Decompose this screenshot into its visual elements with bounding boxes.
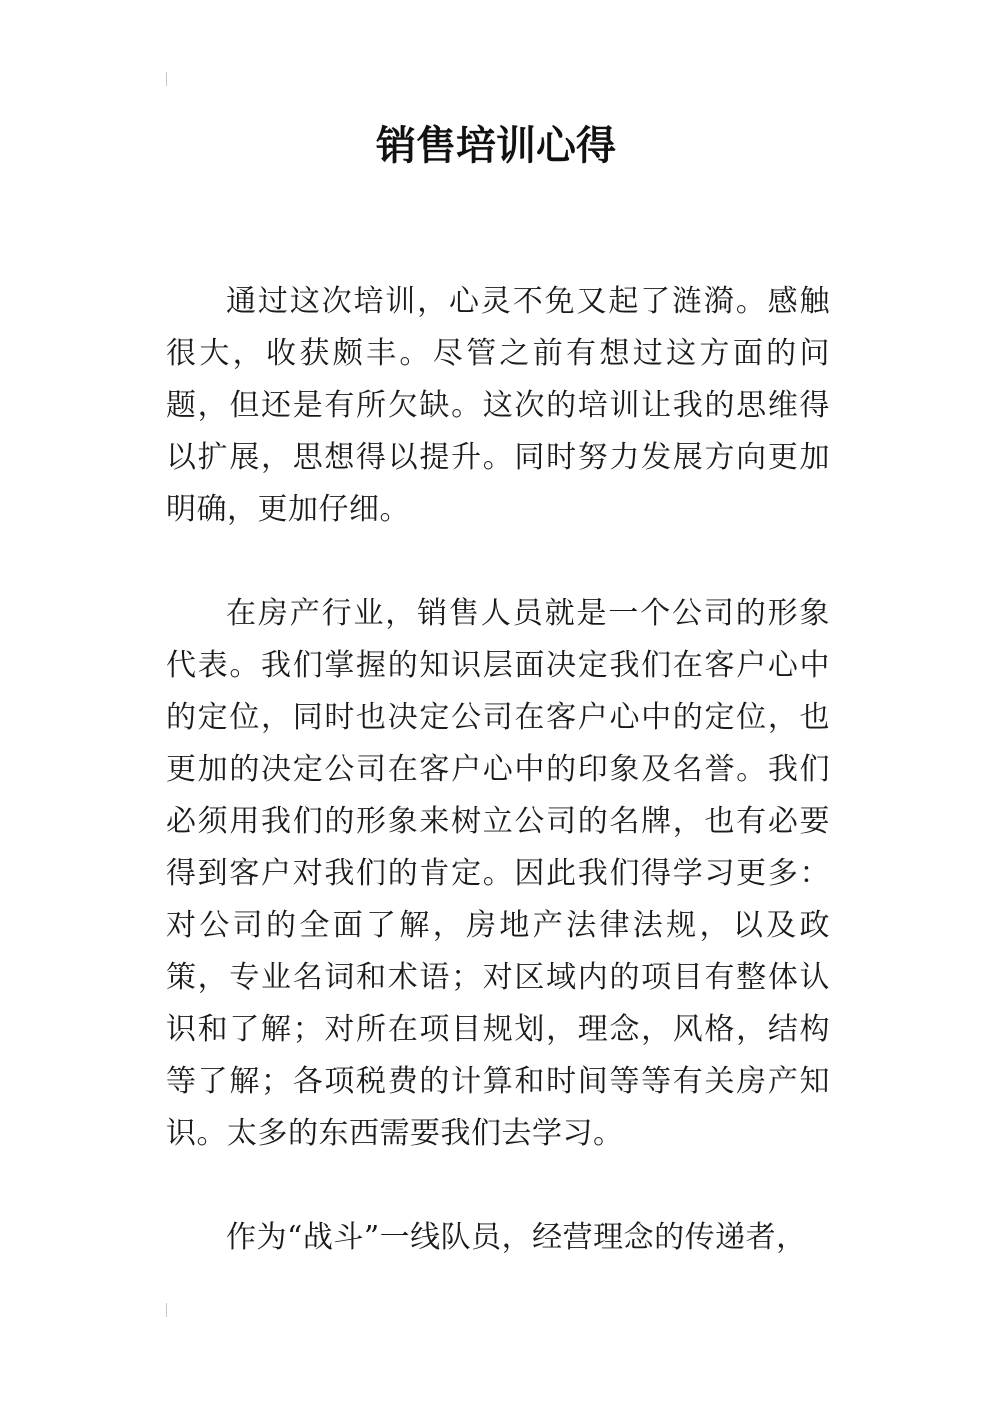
page-corner-mark-top (166, 72, 167, 86)
paragraph-1: 通过这次培训，心灵不免又起了涟漪。感触很大，收获颇丰。尽管之前有想过这方面的问题，但还是有所欠缺。这次的培训让我的思维得以扩展，思想得以提升。同时努力发展方向更加明确，更加仔细。 (166, 284, 830, 527)
document-title: 销售培训心得 (376, 123, 616, 169)
paragraph-3: 作为“战斗”一线队员，经营理念的传递者， (226, 1220, 807, 1255)
page-corner-mark-bottom (166, 1303, 167, 1317)
paragraph-2: 在房产行业，销售人员就是一个公司的形象代表。我们掌握的知识层面决定我们在客户心中的定位，同时也决定公司在客户心中的定位，也更加的决定公司在客户心中的印象及名誉。我们必须用我们的形象来树立公司的名牌，也有必要得到客户对我们的肯定。因此我们得学习更多：对公司的全面了解，房地产法律法规，以及政策，专业名词和术语；对区域内的项目有整体认识和了解；对所在项目规划，理念，风格，结构等了解；各项税费的计算和时间等等有关房产知识。太多的东西需要我们去学习。 (166, 596, 830, 1151)
